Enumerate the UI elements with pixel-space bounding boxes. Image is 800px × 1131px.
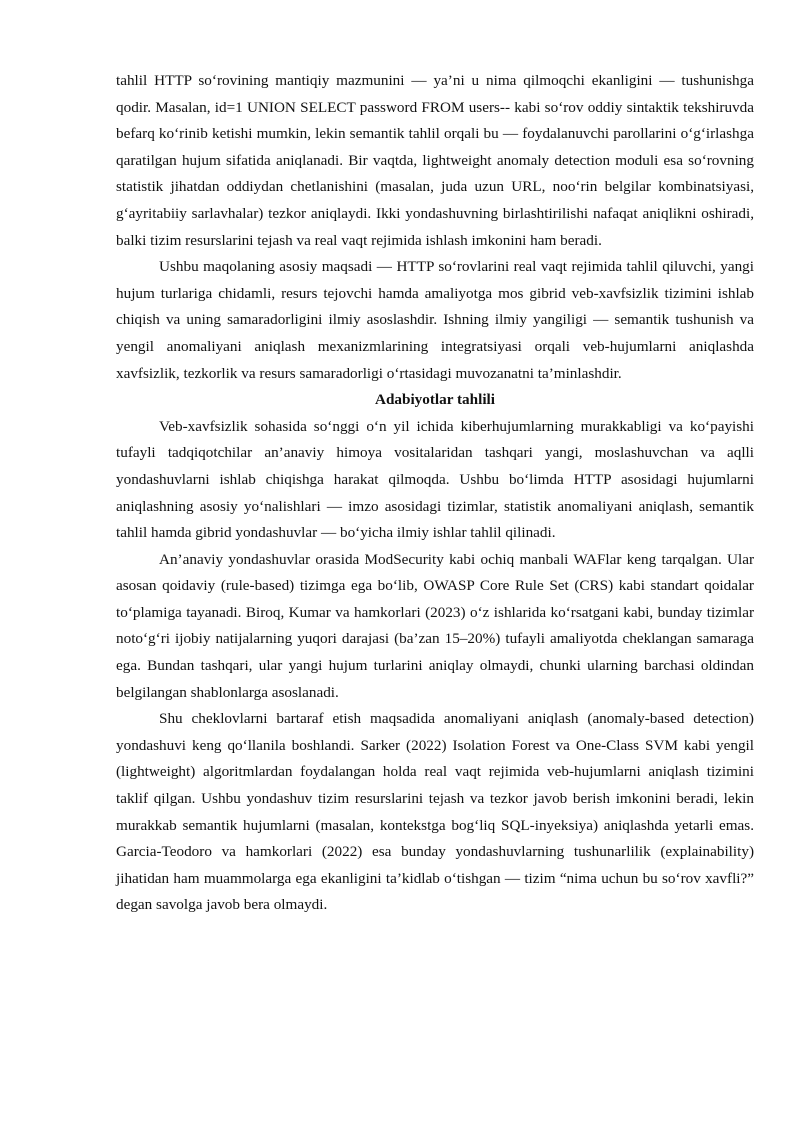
body-paragraph-continuation: tahlil HTTP so‘rovining mantiqiy mazmunini — ya’ni u nima qilmoqchi ekanligini — tushunishga qodir. Masalan, id=1 UNION SELECT password FROM users-- kabi so‘rov oddiy sintaktik tekshiruvda befarq ko‘rinib ketishi mumkin, lekin semantik tahlil orqali bu — foydalanuvchi parollarini o‘g‘irlashga qaratilgan hujum sifatida aniqlanadi. Bir vaqtda, lightweight anomaly detection moduli esa so‘rovning statistik jihatdan oddiydan chetlanishini (masalan, juda uzun URL, noo‘rin belgilar kombinatsiyasi, g‘ayritabiiy sarlavhalar) tezkor aniqlaydi. Ikki yondashuvning birlashtirilishi nafaqat aniqlikni oshiradi, balki tizim resurslarini tejash va real vaqt rejimida ishlash imkonini ham beradi. bbox=[116, 72, 754, 249]
body-paragraph-aim: Ushbu maqolaning asosiy maqsadi — HTTP so‘rovlarini real vaqt rejimida tahlil qiluvchi, yangi hujum turlariga chidamli, resurs tejovchi hamda amaliyotga mos gibrid veb-xavfsizlik tizimini ishlab chiqish va uning samaradorligini ilmiy asoslashdir. Ishning ilmiy yangiligi — semantik tushunish va yengil anomaliyani aniqlash mexanizmlarining integratsiyasi orqali veb-hujumlarni aniqlashda xavfsizlik, tezkorlik va resurs samaradorligi o‘rtasidagi muvozanatni ta’minlashdir. bbox=[116, 258, 754, 382]
body-paragraph-anomaly-detection: Shu cheklovlarni bartaraf etish maqsadida anomaliyani aniqlash (anomaly-based detection) yondashuvi keng qo‘llanila boshlandi. Sarker (2022) Isolation Forest va One-Class SVM kabi yengil (lightweight) algoritmlardan foydalangan holda real vaqt rejimida veb-hujumlarni aniqlash tizimini taklif qilgan. Ushbu yondashuv tizim resurslarini tejash va tezkor javob berish imkonini beradi, lekin murakkab semantik hujumlarni (masalan, kontekstga bog‘liq SQL-inyeksiya) aniqlashda yetarli emas. Garcia-Teodoro va hamkorlari (2022) esa bunday yondashuvlarning tushunarlilik (explainability) jihatidan ham muammolarga ega ekanligini ta’kidlab o‘tishgan — tizim “nima uchun bu so‘rov xavfli?” degan savolga javob bera olmaydi. bbox=[116, 710, 754, 914]
section-heading: Adabiyotlar tahlili bbox=[375, 391, 495, 409]
body-paragraph-traditional-approaches: An’anaviy yondashuvlar orasida ModSecurity kabi ochiq manbali WAFlar keng tarqalgan. Ular asosan qoidaviy (rule-based) tizimga ega bo‘lib, OWASP Core Rule Set (CRS) kabi standart qoidalar to‘plamiga tayanadi. Biroq, Kumar va hamkorlari (2023) o‘z ishlarida ko‘rsatgani kabi, bunday tizimlar noto‘g‘ri ijobiy natijalarning yuqori darajasi (ba’zan 15–20%) tufayli amaliyotda cheklangan samaraga ega. Bundan tashqari, ular yangi hujum turlarini aniqlay olmaydi, chunki ularning barchasi oldindan belgilangan shablonlarga asoslanadi. bbox=[116, 550, 754, 701]
body-paragraph-literature-intro: Veb-xavfsizlik sohasida so‘nggi o‘n yil ichida kiberhujumlarning murakkabligi va ko‘payishi tufayli tadqiqotchilar an’anaviy himoya vositalaridan tashqari yangi, moslashuvchan va aqlli yondashuvlarni ishlab chiqishga harakat qilmoqda. Ushbu bo‘limda HTTP asosidagi hujumlarni aniqlashning asosiy yo‘nalishlari — imzo asosidagi tizimlar, statistik anomaliyani aniqlash, semantik tahlil hamda gibrid yondashuvlar — bo‘yicha ilmiy ishlar tahlil qilinadi. bbox=[116, 417, 754, 542]
document-page bbox=[116, 68, 754, 919]
